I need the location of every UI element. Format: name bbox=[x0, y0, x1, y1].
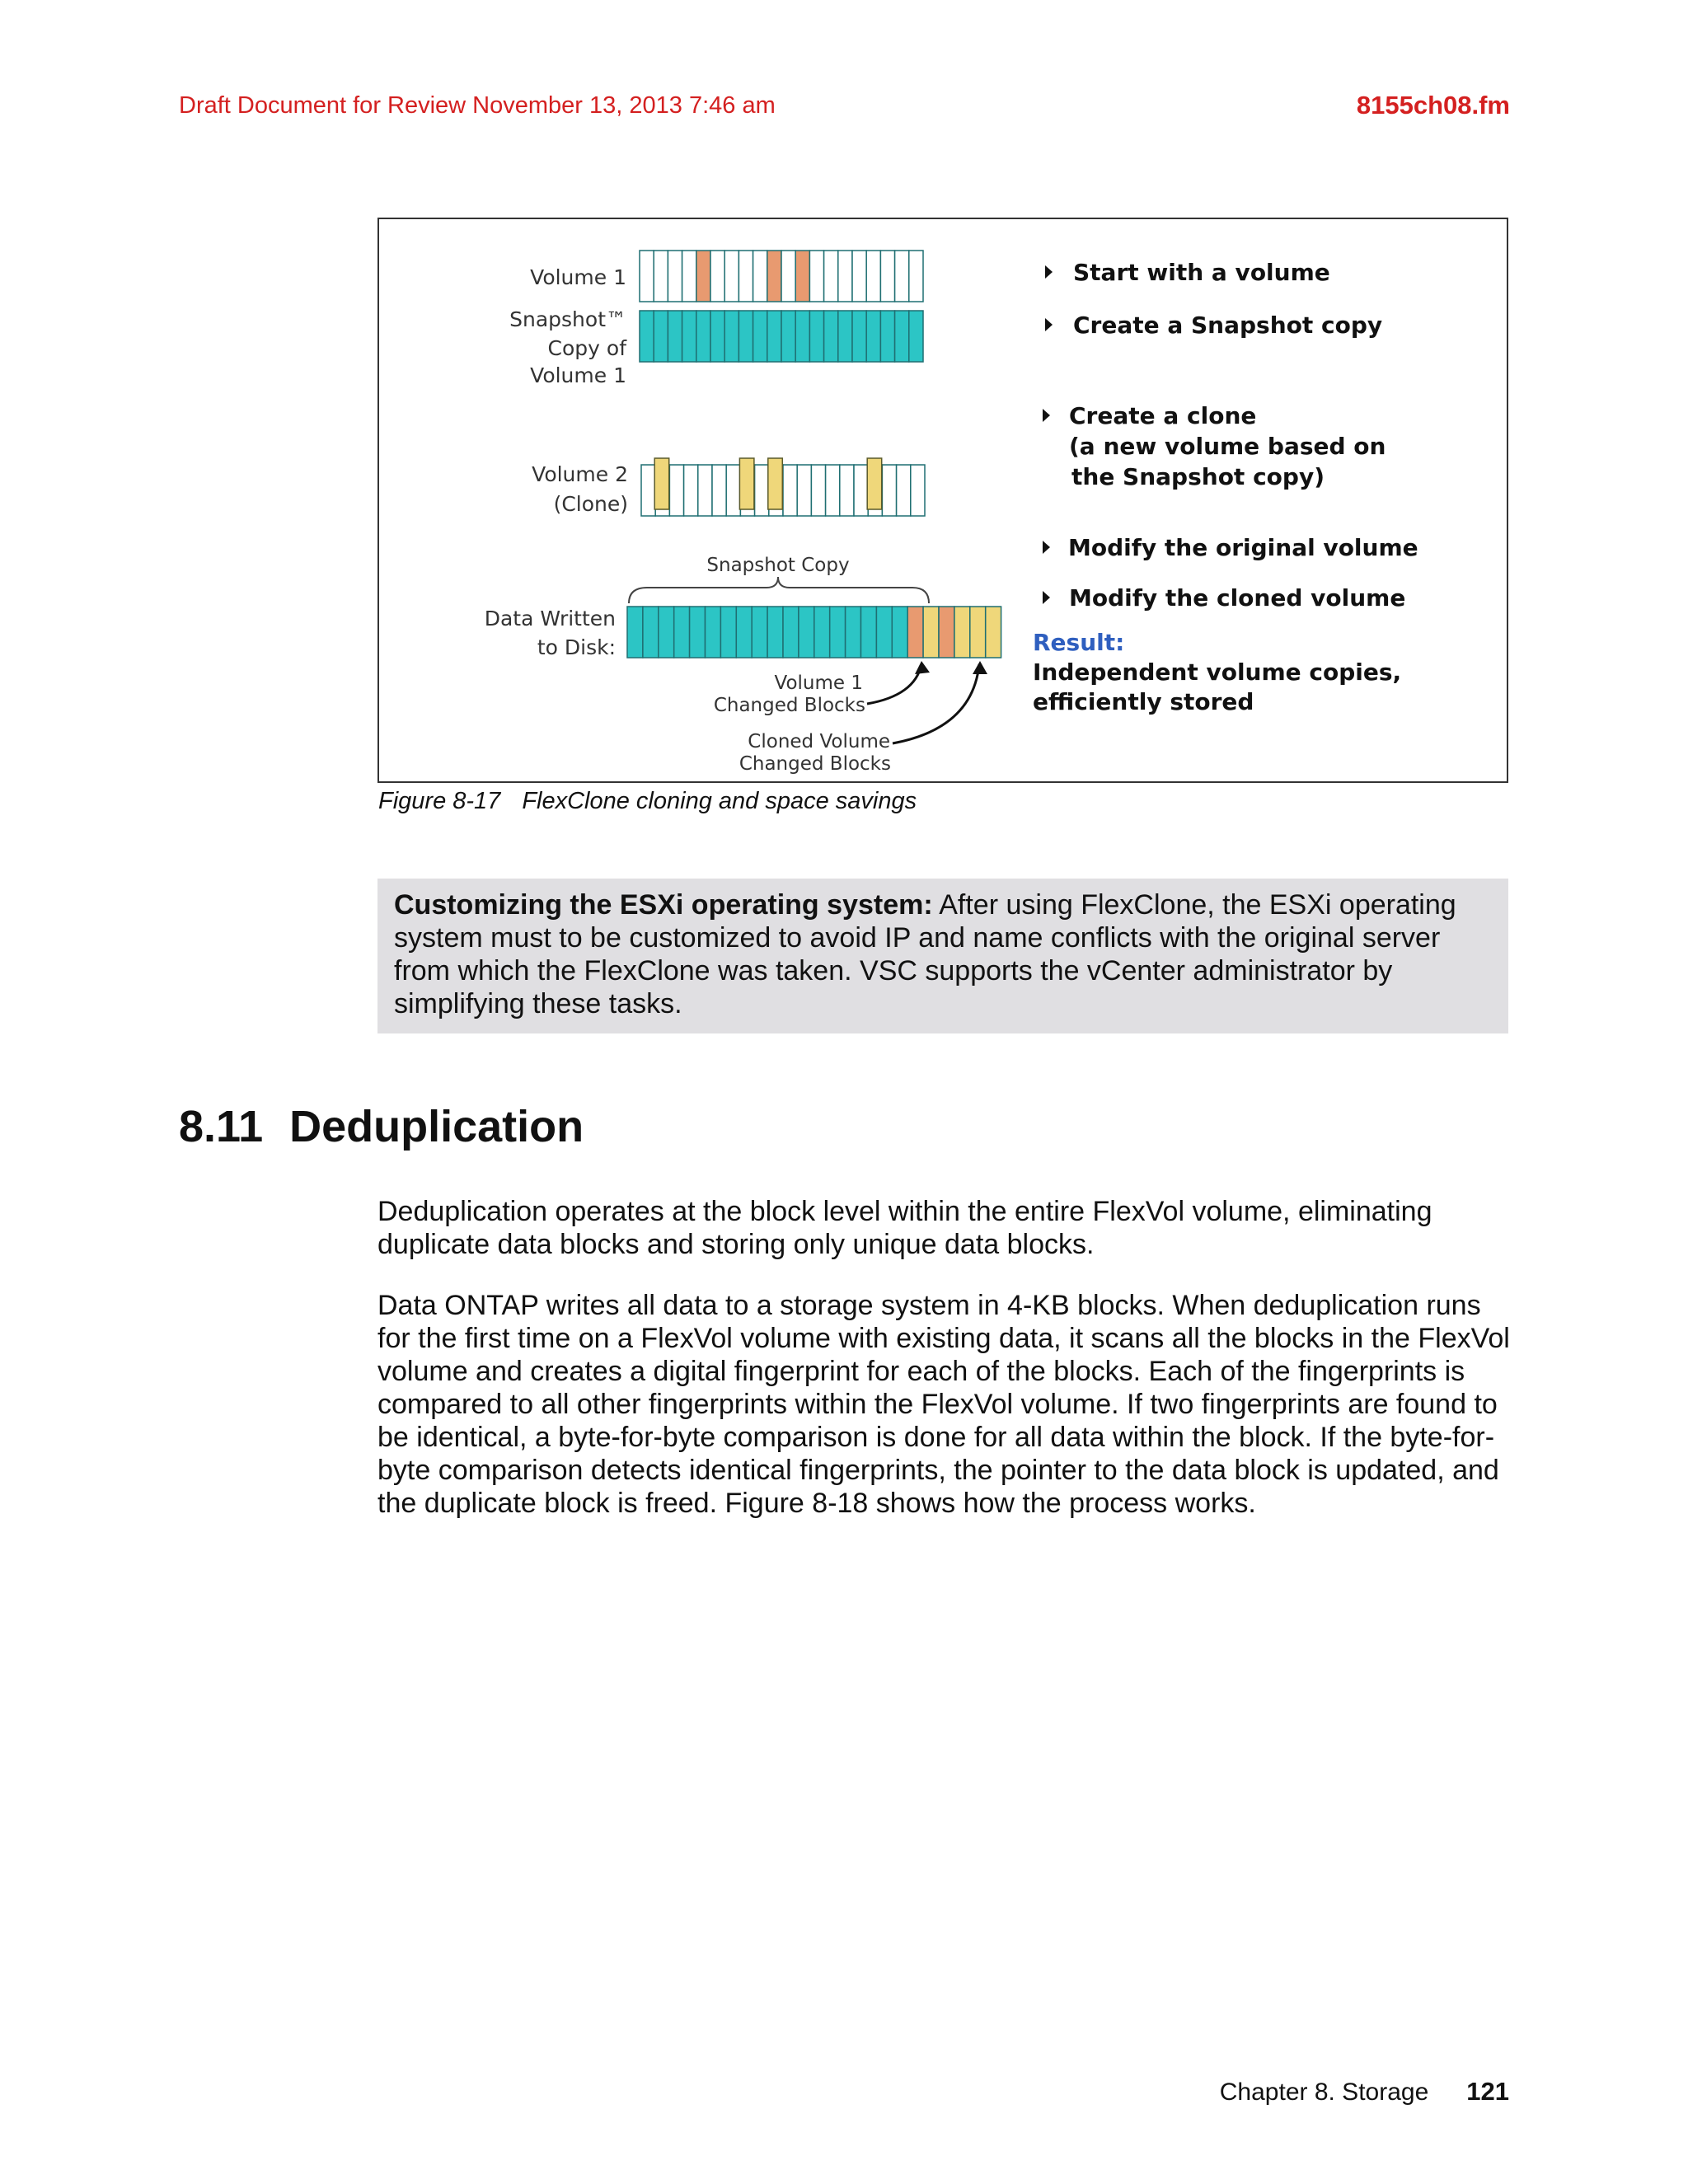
data-block bbox=[753, 251, 767, 302]
label-snapshot-copy: Snapshot Copy bbox=[706, 555, 850, 576]
arrowhead-v1-changed bbox=[915, 661, 930, 674]
data-block bbox=[838, 311, 852, 362]
data-block bbox=[854, 465, 868, 516]
volume1-blocks bbox=[640, 251, 923, 302]
step-modify-clone: Modify the cloned volume bbox=[1069, 584, 1406, 612]
data-block bbox=[720, 607, 736, 658]
data-block bbox=[781, 251, 795, 302]
footer-chapter: Chapter 8. Storage bbox=[1219, 2079, 1429, 2106]
clone-changed-block bbox=[654, 458, 669, 509]
data-block bbox=[852, 311, 866, 362]
data-block bbox=[830, 607, 846, 658]
label-cloned-changed-1: Cloned Volume bbox=[748, 731, 890, 752]
label-v1-changed-1: Volume 1 bbox=[774, 673, 863, 694]
paragraph-1: Deduplication operates at the block level within the entire FlexVol volume, eliminating duplicate data blocks and storing only unique data blocks. bbox=[377, 1196, 1432, 1260]
data-block bbox=[954, 607, 970, 658]
data-block bbox=[970, 607, 986, 658]
label-snapshot-2: Copy of bbox=[547, 336, 626, 360]
data-block bbox=[627, 607, 643, 658]
data-block bbox=[736, 607, 752, 658]
data-block bbox=[767, 311, 781, 362]
data-block bbox=[724, 251, 738, 302]
data-block bbox=[706, 607, 721, 658]
data-block bbox=[939, 607, 954, 658]
clone-changed-block bbox=[867, 458, 882, 509]
data-block bbox=[846, 607, 861, 658]
data-block bbox=[986, 607, 1001, 658]
data-block bbox=[911, 465, 925, 516]
disk-blocks bbox=[627, 607, 1001, 658]
data-block bbox=[640, 311, 654, 362]
data-block bbox=[738, 251, 753, 302]
data-block bbox=[866, 251, 880, 302]
caption-text: FlexClone cloning and space savings bbox=[522, 788, 917, 814]
data-block bbox=[710, 311, 724, 362]
clone-changed-block bbox=[768, 458, 783, 509]
bullet-icon bbox=[1045, 318, 1053, 331]
data-block bbox=[795, 251, 809, 302]
page-number: 121 bbox=[1466, 2077, 1509, 2106]
bullet-icon bbox=[1043, 409, 1050, 422]
result-label: Result: bbox=[1033, 629, 1125, 656]
step-create-clone-2: (a new volume based on bbox=[1069, 433, 1386, 460]
data-block bbox=[654, 311, 668, 362]
header-filename: 8155ch08.fm bbox=[1356, 91, 1510, 120]
data-block bbox=[852, 251, 866, 302]
data-block bbox=[767, 251, 781, 302]
data-block bbox=[866, 311, 880, 362]
data-block bbox=[724, 311, 738, 362]
data-block bbox=[659, 607, 674, 658]
data-block bbox=[684, 465, 698, 516]
data-block bbox=[892, 607, 907, 658]
data-block bbox=[752, 607, 767, 658]
label-v1-changed-2: Changed Blocks bbox=[713, 695, 865, 716]
data-block bbox=[923, 607, 939, 658]
data-block bbox=[909, 251, 923, 302]
label-snapshot-3: Volume 1 bbox=[530, 363, 626, 387]
data-block bbox=[710, 251, 724, 302]
data-block bbox=[783, 607, 799, 658]
data-block bbox=[861, 607, 877, 658]
label-cloned-changed-2: Changed Blocks bbox=[738, 753, 891, 775]
data-block bbox=[880, 251, 894, 302]
snapshot-brace bbox=[629, 577, 929, 603]
label-volume1: Volume 1 bbox=[530, 265, 626, 289]
data-block bbox=[799, 607, 814, 658]
step-create-snapshot: Create a Snapshot copy bbox=[1073, 312, 1383, 339]
bullet-icon bbox=[1043, 541, 1050, 554]
step-create-clone: Create a clone bbox=[1069, 402, 1257, 429]
data-block bbox=[895, 311, 909, 362]
data-block bbox=[712, 465, 726, 516]
data-block bbox=[876, 607, 892, 658]
result-line-1: Independent volume copies, bbox=[1033, 658, 1402, 686]
flexclone-figure bbox=[377, 218, 1508, 783]
note-heading: Customizing the ESXi operating system: bbox=[394, 889, 933, 921]
result-line-2: efficiently stored bbox=[1033, 688, 1254, 715]
data-block bbox=[674, 607, 690, 658]
data-block bbox=[882, 465, 896, 516]
data-block bbox=[824, 251, 838, 302]
label-snapshot-1: Snapshot™ bbox=[509, 307, 626, 331]
note-box bbox=[377, 879, 1508, 1033]
data-block bbox=[880, 311, 894, 362]
data-block bbox=[809, 311, 823, 362]
label-data-written: Data Written bbox=[484, 607, 616, 630]
steps-list bbox=[1033, 259, 1418, 715]
data-block bbox=[824, 311, 838, 362]
section-title: Deduplication bbox=[289, 1102, 584, 1151]
data-block bbox=[797, 465, 811, 516]
label-volume2: Volume 2 bbox=[532, 462, 628, 486]
data-block bbox=[698, 465, 712, 516]
data-block bbox=[909, 311, 923, 362]
label-to-disk: to Disk: bbox=[537, 635, 616, 659]
label-volume2-clone: (Clone) bbox=[553, 492, 628, 516]
data-block bbox=[783, 465, 797, 516]
clone-changed-block bbox=[739, 458, 754, 509]
arrow-cloned-changed bbox=[893, 664, 979, 743]
data-block bbox=[811, 465, 825, 516]
data-block bbox=[668, 311, 682, 362]
arrow-v1-changed bbox=[867, 664, 921, 704]
data-block bbox=[753, 311, 767, 362]
step-create-clone-3: the Snapshot copy) bbox=[1071, 463, 1325, 490]
snapshot-blocks bbox=[640, 311, 923, 362]
data-block bbox=[838, 251, 852, 302]
section-number: 8.11 bbox=[179, 1102, 264, 1151]
bullet-icon bbox=[1045, 265, 1053, 279]
paragraph-2: Data ONTAP writes all data to a storage system in 4-KB blocks. When deduplication runs for the first time on a FlexVol volume with existing data, it scans all the blocks in the FlexVol volume and creates a digital fingerprint for each of the blocks. Each of the fingerprints is compared to all other fingerprints within the FlexVol volume. If two fingerprints are found to be identical, a byte-for-byte comparison is done for all data within the block. If the byte-for-byte comparison detects identical fingerprints, the pointer to the data block is updated, and the duplicate block is freed. Figure 8-18 shows how the process works. bbox=[377, 1290, 1510, 1519]
data-block bbox=[696, 251, 710, 302]
data-block bbox=[669, 465, 683, 516]
bullet-icon bbox=[1043, 591, 1050, 604]
data-block bbox=[654, 251, 668, 302]
flexclone-diagram bbox=[379, 219, 1507, 781]
arrowhead-cloned-changed bbox=[973, 661, 987, 674]
step-modify-original: Modify the original volume bbox=[1068, 534, 1418, 561]
data-block bbox=[641, 465, 655, 516]
data-block bbox=[826, 465, 840, 516]
data-block bbox=[897, 465, 911, 516]
section-heading bbox=[179, 1101, 584, 1152]
data-block bbox=[738, 311, 753, 362]
data-block bbox=[640, 251, 654, 302]
volume2-blocks bbox=[641, 458, 925, 516]
data-block bbox=[682, 311, 696, 362]
data-block bbox=[840, 465, 854, 516]
data-block bbox=[690, 607, 706, 658]
page-footer bbox=[1220, 2077, 1509, 2107]
data-block bbox=[696, 311, 710, 362]
data-block bbox=[795, 311, 809, 362]
data-block bbox=[668, 251, 682, 302]
data-block bbox=[726, 465, 740, 516]
step-start-volume: Start with a volume bbox=[1073, 259, 1330, 286]
data-block bbox=[781, 311, 795, 362]
note-text: After using FlexClone, the ESXi operating system must to be customized to avoid IP and name conflicts with the original server from which the FlexClone was taken. VSC supports the vCenter administrator by simplifying these tasks. bbox=[394, 889, 1456, 1019]
data-block bbox=[767, 607, 783, 658]
data-block bbox=[907, 607, 923, 658]
header-draft-note: Draft Document for Review November 13, 2013 7:46 am bbox=[179, 92, 776, 119]
data-block bbox=[643, 607, 659, 658]
data-block bbox=[809, 251, 823, 302]
figure-caption bbox=[378, 788, 917, 815]
caption-number: Figure 8-17 bbox=[378, 788, 501, 814]
data-block bbox=[682, 251, 696, 302]
data-block bbox=[814, 607, 830, 658]
data-block bbox=[755, 465, 769, 516]
data-block bbox=[895, 251, 909, 302]
